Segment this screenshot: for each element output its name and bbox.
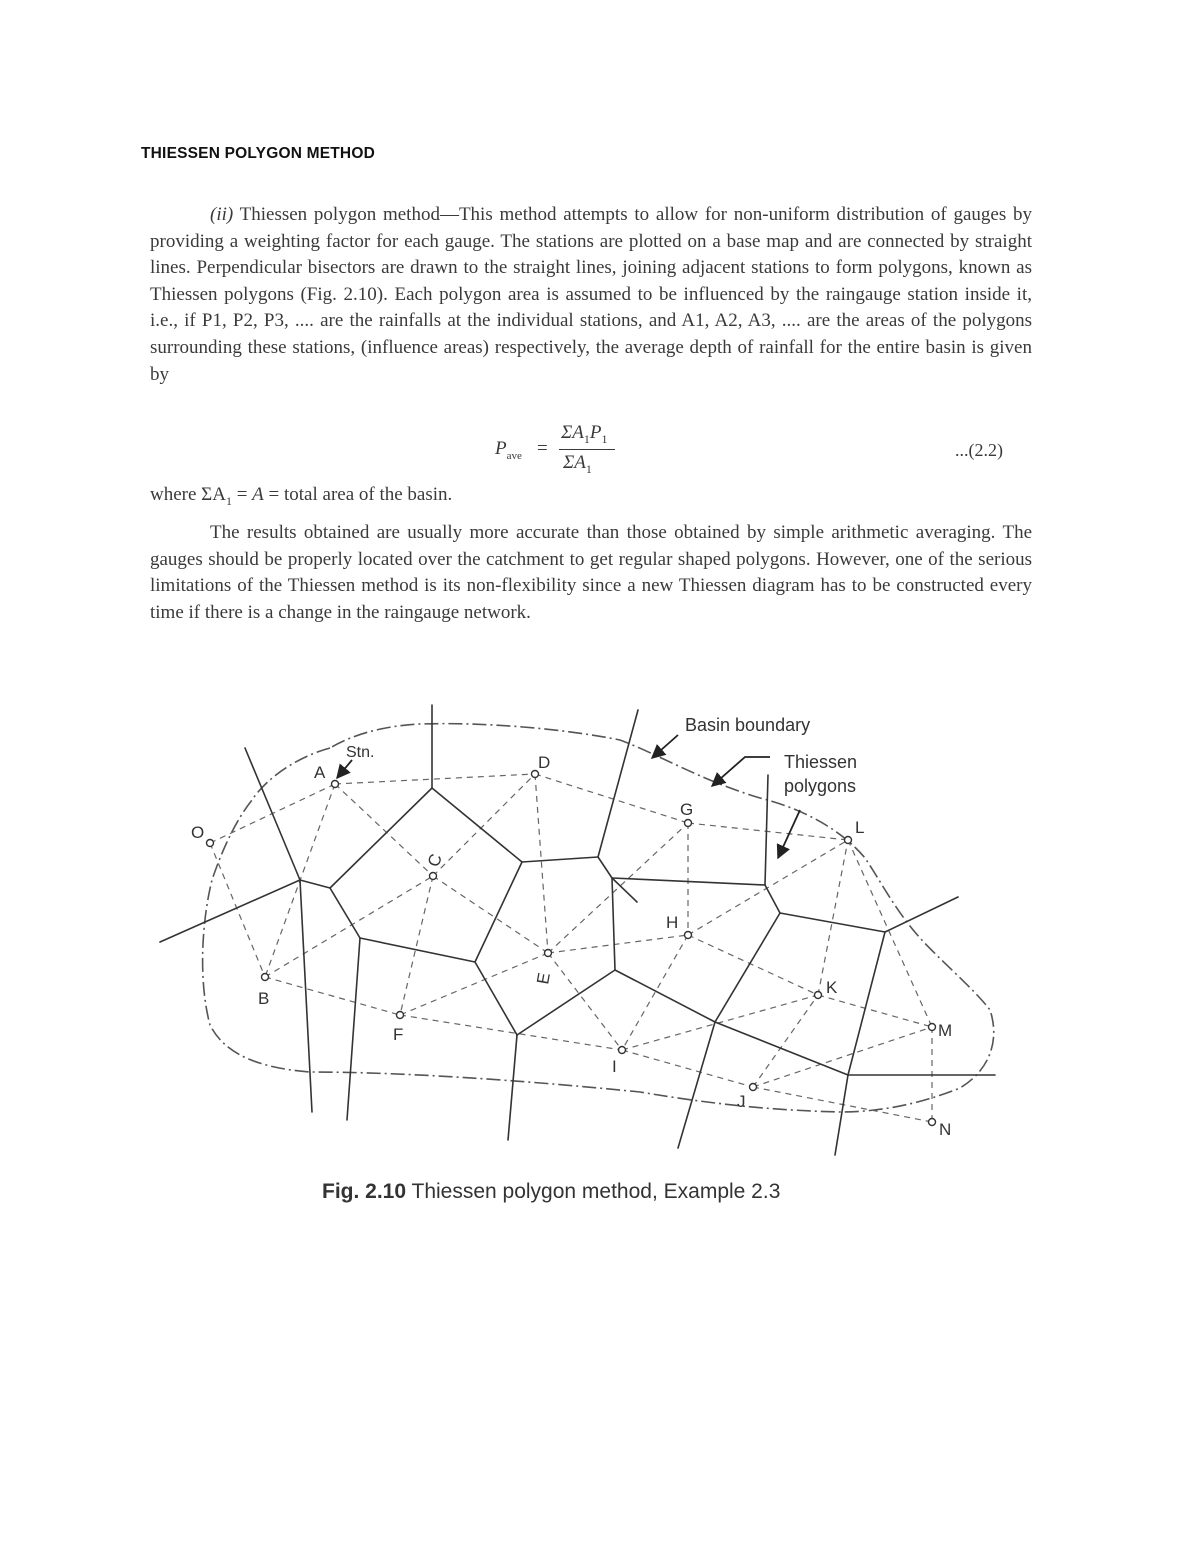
station-label-m: M (938, 1021, 953, 1040)
where-line: where $\Sigma A_1 = A$ = total area of the basin. (150, 484, 453, 508)
station-label-c: C (423, 851, 446, 870)
station-label-i: I (612, 1057, 617, 1076)
equation-number: ...(2.2) (955, 440, 1003, 460)
formula-denominator: $\Sigma A_1$ (563, 452, 592, 476)
paragraph-results-text: The results obtained are usually more accurate than those obtained by simple arithmetic averaging. The gauges should be properly located over the catchment to get regular shaped polygons. However, one of the serious limitations of the Thiessen method is its non-flexibility since a new Thiessen diagram has to be constructed every time if there is a change in the raingauge network. (150, 522, 1032, 623)
thiessen-label-line2: polygons (784, 776, 857, 796)
station-label-o: O (191, 823, 205, 842)
station-c-marker (430, 873, 437, 880)
figure-caption: Fig. 2.10 Thiessen polygon method, Example 2.3 (322, 1180, 781, 1203)
station-h-marker (685, 932, 692, 939)
station-o-marker (207, 840, 214, 847)
station-f-marker (397, 1012, 404, 1019)
paragraph-label: (ii) (210, 204, 234, 225)
station-n-marker (929, 1119, 936, 1126)
station-label-n: N (939, 1120, 952, 1139)
station-label-b: B (258, 989, 270, 1008)
station-label-e: E (533, 971, 554, 986)
thiessen-polygon-lines (160, 705, 995, 1155)
station-g-marker (685, 820, 692, 827)
paragraph-text: Thiessen polygon method—This method attempts to allow for non-uniform distribution of gauges by providing a weighting factor for each gauge. The stations are plotted on a base map and are connected by straight lines. Perpendicular bisectors are drawn to the straight lines, joining adjacent stations to form polygons, known as Thiessen polygons (Fig. 2.10). Each polygon area is assumed to be influenced by the raingauge station inside it, i.e., if P1, P2, P3, .... are the rainfalls at the individual stations, and A1, A2, A3, .... are the areas of the polygons surrounding these stations, (influence areas) respectively, the average depth of rainfall for the entire basin is given by (150, 204, 1032, 385)
station-k-marker (815, 992, 822, 999)
station-annotation-label: Stn. (346, 744, 375, 761)
formula-lhs: $P_{ave}$ (495, 438, 522, 462)
station-label-j: J (737, 1092, 746, 1111)
station-j-marker (750, 1084, 757, 1091)
station-label-g: G (680, 800, 694, 819)
station-connection-lines (210, 774, 932, 1122)
station-e-marker (545, 950, 552, 957)
thiessen-label-line1: Thiessen (784, 752, 858, 772)
station-label-f: F (393, 1025, 404, 1044)
annotation-arrows (337, 735, 800, 858)
station-markers (207, 771, 936, 1126)
station-a-marker (332, 781, 339, 788)
station-label-h: H (666, 913, 679, 932)
station-label-l: L (855, 818, 865, 837)
station-l-marker (845, 837, 852, 844)
formula-numerator: $\Sigma A_1P_1$ (561, 422, 608, 446)
station-b-marker (262, 974, 269, 981)
station-label-k: K (826, 978, 838, 997)
station-m-marker (929, 1024, 936, 1031)
station-label-d: D (538, 753, 551, 772)
formula-equals: = (537, 438, 548, 459)
basin-boundary-label: Basin boundary (685, 715, 811, 735)
station-i-marker (619, 1047, 626, 1054)
station-label-a: A (314, 763, 326, 782)
page-heading: THIESSEN POLYGON METHOD (141, 145, 375, 162)
